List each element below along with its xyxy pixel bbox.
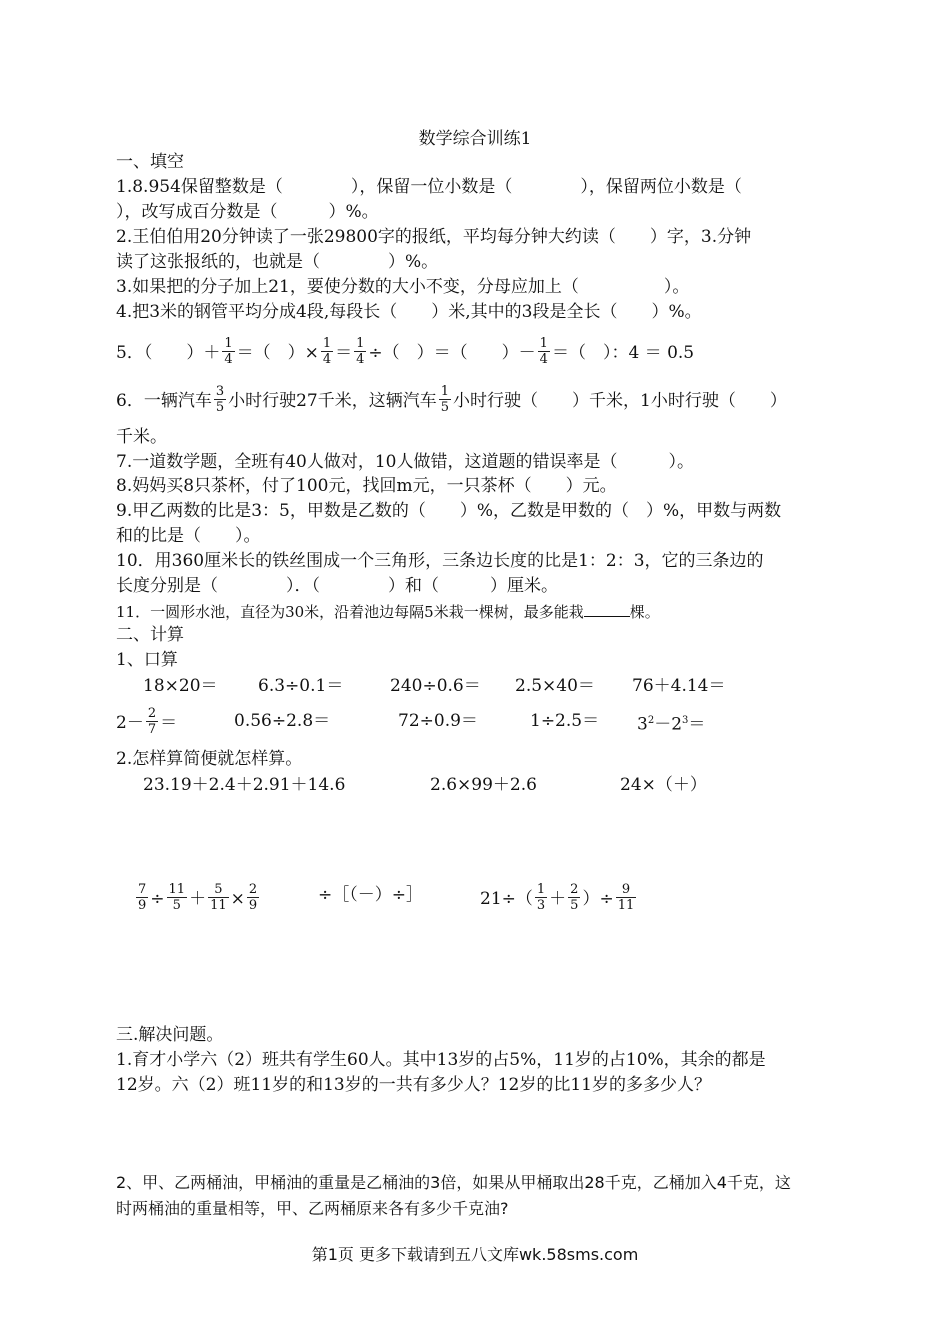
q1-line-1: 1.8.954保留整数是（ ），保留一位小数是（ ），保留两位小数是（	[116, 177, 742, 197]
numerator: 9	[616, 882, 637, 898]
numerator: 1	[322, 336, 332, 351]
denominator: 4	[224, 352, 233, 367]
answer-blank	[584, 602, 630, 617]
calc-item: 0.56÷2.8＝	[234, 711, 331, 731]
fraction	[136, 882, 148, 913]
fraction	[535, 882, 547, 913]
denominator: 4	[539, 352, 548, 367]
numerator: 2	[147, 706, 157, 721]
calc-text: 21÷（	[480, 889, 533, 909]
denominator: 3	[536, 898, 546, 913]
denominator: 4	[322, 352, 332, 367]
q9-line-2: 和的比是（ ）。	[116, 526, 261, 546]
denominator: 5	[172, 898, 181, 913]
numerator: 1	[356, 336, 365, 351]
exponent: 3	[682, 715, 689, 726]
calc-item: 2.6×99＋2.6	[430, 775, 537, 795]
denominator: 11	[617, 898, 635, 913]
problem-1-line-1: 1.育才小学六（2）班共有学生60人。其中13岁的占5%，11岁的占10%，其余的都是	[116, 1050, 766, 1070]
oral-calc-heading: 1、口算	[116, 650, 178, 670]
fraction	[354, 336, 366, 367]
operator: ×	[230, 889, 245, 909]
exponent: 2	[647, 715, 655, 726]
calc-item: 24×（＋）	[620, 775, 707, 795]
q5-text: 5．（ ）＋	[116, 343, 221, 363]
calc-item: 18×20＝	[143, 676, 218, 696]
q5-text: ÷（ ）＝（ ）－	[368, 343, 536, 363]
q5-text: ＝	[335, 343, 353, 363]
denominator: 9	[248, 898, 258, 913]
calc-text: －2	[654, 714, 683, 735]
calc-text: ＝	[688, 714, 706, 735]
calc-text: ＝	[160, 713, 178, 733]
calc-text: 2－	[116, 713, 144, 733]
operator: ÷	[150, 889, 165, 909]
numerator: 2	[248, 882, 258, 897]
fraction	[222, 336, 234, 367]
calc-item: 2.5×40＝	[515, 676, 595, 696]
denominator: 7	[147, 722, 157, 737]
q6-line-2: 千米。	[116, 427, 167, 447]
page-title: 数学综合训练1	[418, 129, 532, 149]
q1-line-2: ），改写成百分数是（ ）%。	[116, 202, 379, 222]
q11-text: 11．一圆形水池，直径为30米，沿着池边每隔5米栽一棵树，最多能栽	[116, 603, 584, 621]
fraction	[616, 882, 637, 913]
numerator: 3	[215, 384, 225, 399]
calc-item: 1÷2.5＝	[530, 711, 600, 731]
q3-line: 3.如果把的分子加上21，要使分数的大小不变，分母应加上（ ）。	[116, 277, 690, 297]
operator: ＋	[189, 889, 207, 909]
fraction	[208, 882, 229, 913]
calc-text: 3	[637, 714, 648, 735]
q2-line-2: 读了这张报纸的，也就是（ ）%。	[116, 252, 439, 272]
calc-item: 72÷0.9＝	[398, 711, 478, 731]
fraction	[167, 882, 188, 913]
q2-line-1: 2.王伯伯用20分钟读了一张29800字的报纸，平均每分钟大约读（ ）字，3.分钟	[116, 227, 752, 247]
calc-item	[116, 708, 177, 739]
fraction	[568, 882, 580, 913]
calc-item: 6.3÷0.1＝	[258, 676, 344, 696]
calc-item: 76＋4.14＝	[632, 676, 726, 696]
numerator: 5	[208, 882, 229, 898]
denominator: 4	[356, 352, 365, 367]
q9-line-1: 9.甲乙两数的比是3：5，甲数是乙数的（ ）%，乙数是甲数的（ ）%，甲数与两数	[116, 501, 782, 521]
calc-text: ）÷	[582, 889, 614, 909]
denominator: 5	[570, 898, 579, 913]
problem-2-line-1: 2、甲、乙两桶油，甲桶油的重量是乙桶油的3倍，如果从甲桶取出28千克，乙桶加入4千克，这	[116, 1173, 791, 1192]
numerator: 1	[539, 336, 548, 351]
q5-text: ＝（ ）：4 ＝ 0.5	[551, 343, 695, 363]
q4-line: 4.把3米的钢管平均分成4段,每段长（ ）米,其中的3段是全长（ ）%。	[116, 302, 702, 322]
numerator: 1	[440, 384, 450, 399]
q6-line-1	[116, 386, 787, 417]
numerator: 2	[570, 882, 579, 897]
q11-text: 棵。	[629, 603, 660, 621]
denominator: 11	[210, 898, 227, 913]
calc-item	[480, 884, 638, 915]
fraction	[247, 882, 259, 913]
fraction	[146, 706, 158, 737]
numerator: 1	[536, 882, 546, 897]
fraction	[538, 336, 550, 367]
q6-text: 小时行驶（ ）千米，1小时行驶（ ）	[453, 391, 787, 411]
calc-item: 240÷0.6＝	[390, 676, 481, 696]
fraction	[439, 384, 451, 415]
numerator: 1	[224, 336, 233, 351]
section-1-heading: 一、填空	[116, 152, 184, 172]
q8-line: 8.妈妈买8只茶杯，付了100元，找回m元，一只茶杯（ ）元。	[116, 476, 617, 496]
denominator: 5	[440, 400, 450, 415]
fraction	[321, 336, 333, 367]
calc-item	[134, 884, 261, 915]
denominator: 5	[215, 400, 225, 415]
problem-2-line-2: 时两桶油的重量相等，甲、乙两桶原来各有多少千克油?	[116, 1199, 509, 1218]
q7-line: 7.一道数学题，全班有40人做对，10人做错，这道题的错误率是（ ）。	[116, 452, 694, 472]
q6-text: 6．一辆汽车	[116, 391, 212, 411]
numerator: 11	[168, 882, 186, 897]
q10-line-2: 长度分别是（ ）．（ ）和（ ）厘米。	[116, 576, 558, 596]
numerator: 7	[138, 882, 147, 897]
q5-text: ＝（ ）×	[236, 343, 319, 363]
calc-item: 23.19＋2.4＋2.91＋14.6	[143, 775, 346, 795]
problem-1-line-2: 12岁。六（2）班11岁的和13岁的一共有多少人？12岁的比11岁的多多少人？	[116, 1075, 711, 1095]
q10-line-1: 10．用360厘米长的铁丝围成一个三角形，三条边长度的比是1：2：3，它的三条边的	[116, 551, 764, 571]
q5-line	[116, 338, 694, 369]
simplify-heading: 2.怎样算简便就怎样算。	[116, 749, 303, 769]
fraction	[214, 384, 226, 415]
operator: ＋	[549, 889, 567, 909]
denominator: 9	[138, 898, 147, 913]
calc-item: ÷［（－）÷］	[318, 885, 423, 905]
q11-line	[116, 601, 660, 623]
calc-item	[637, 710, 705, 736]
section-2-heading: 二、计算	[116, 625, 184, 645]
q6-text: 小时行驶27千米，这辆汽车	[228, 391, 437, 411]
page-footer: 第1页 更多下载请到五八文库wk.58sms.com	[311, 1245, 639, 1264]
section-3-heading: 三.解决问题。	[116, 1025, 224, 1045]
